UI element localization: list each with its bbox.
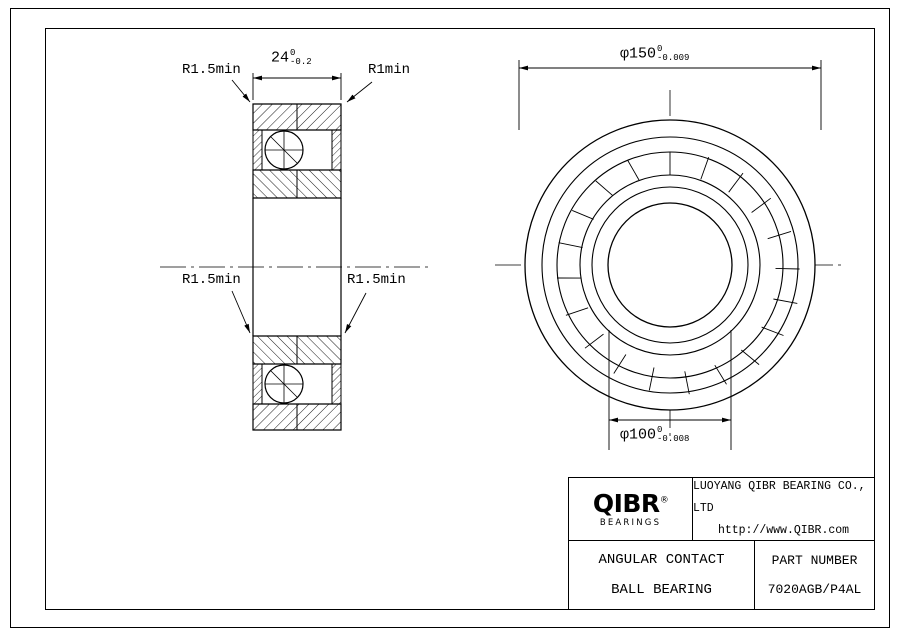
dimension-width [271,48,312,67]
front-view [495,60,845,450]
upper-ball [265,131,303,169]
product-description [569,541,755,610]
label-r15-bottom-left: R1.5min [182,272,241,288]
od-upper: 0 [657,44,663,54]
od-tolerance [657,45,689,64]
bore-circle [608,203,732,327]
bore-symbol: φ [620,426,630,444]
width-dimension [253,73,341,100]
company-name: LUOYANG QIBR BEARING CO., LTD [693,480,866,516]
label-r1-top-right: R1min [368,62,411,78]
logo-subtitle: BEARINGS [599,517,662,528]
bore-upper: 0 [657,425,663,435]
bore-lower: -0.008 [657,434,690,445]
od-value: 150 [629,45,657,63]
part-number-label: PART NUMBER [771,552,858,568]
company-website[interactable]: http://www.QIBR.com [717,523,850,537]
logo-wordmark [592,488,669,518]
product-description-line1: ANGULAR CONTACT [598,552,725,569]
section-view [160,73,430,430]
title-block-header [569,478,874,541]
logo-text: QIBR [592,488,660,518]
dimension-width-tolerance [290,49,312,68]
lower-ball [265,365,303,403]
bore-value: 100 [629,426,657,444]
title-block [568,477,875,610]
label-r15-top-left: R1.5min [182,62,241,78]
product-description-line2: BALL BEARING [611,581,712,598]
label-r15-bottom-right: R1.5min [347,272,406,288]
part-number-cell [755,541,874,610]
bore-tolerance [657,426,689,445]
company-info [693,478,874,540]
title-block-body [569,541,874,610]
part-number-value: 7020AGB/P4AL [767,581,862,597]
dimension-width-lower: -0.2 [290,57,312,68]
od-symbol: φ [620,45,630,63]
company-logo [569,478,693,540]
registered-trademark-icon: ® [659,495,669,506]
od-lower: -0.009 [657,53,690,64]
dimension-bore-diameter [620,425,689,444]
dimension-width-value: 24 [271,49,290,67]
dimension-width-upper: 0 [290,48,296,58]
dimension-outer-diameter [620,44,689,63]
